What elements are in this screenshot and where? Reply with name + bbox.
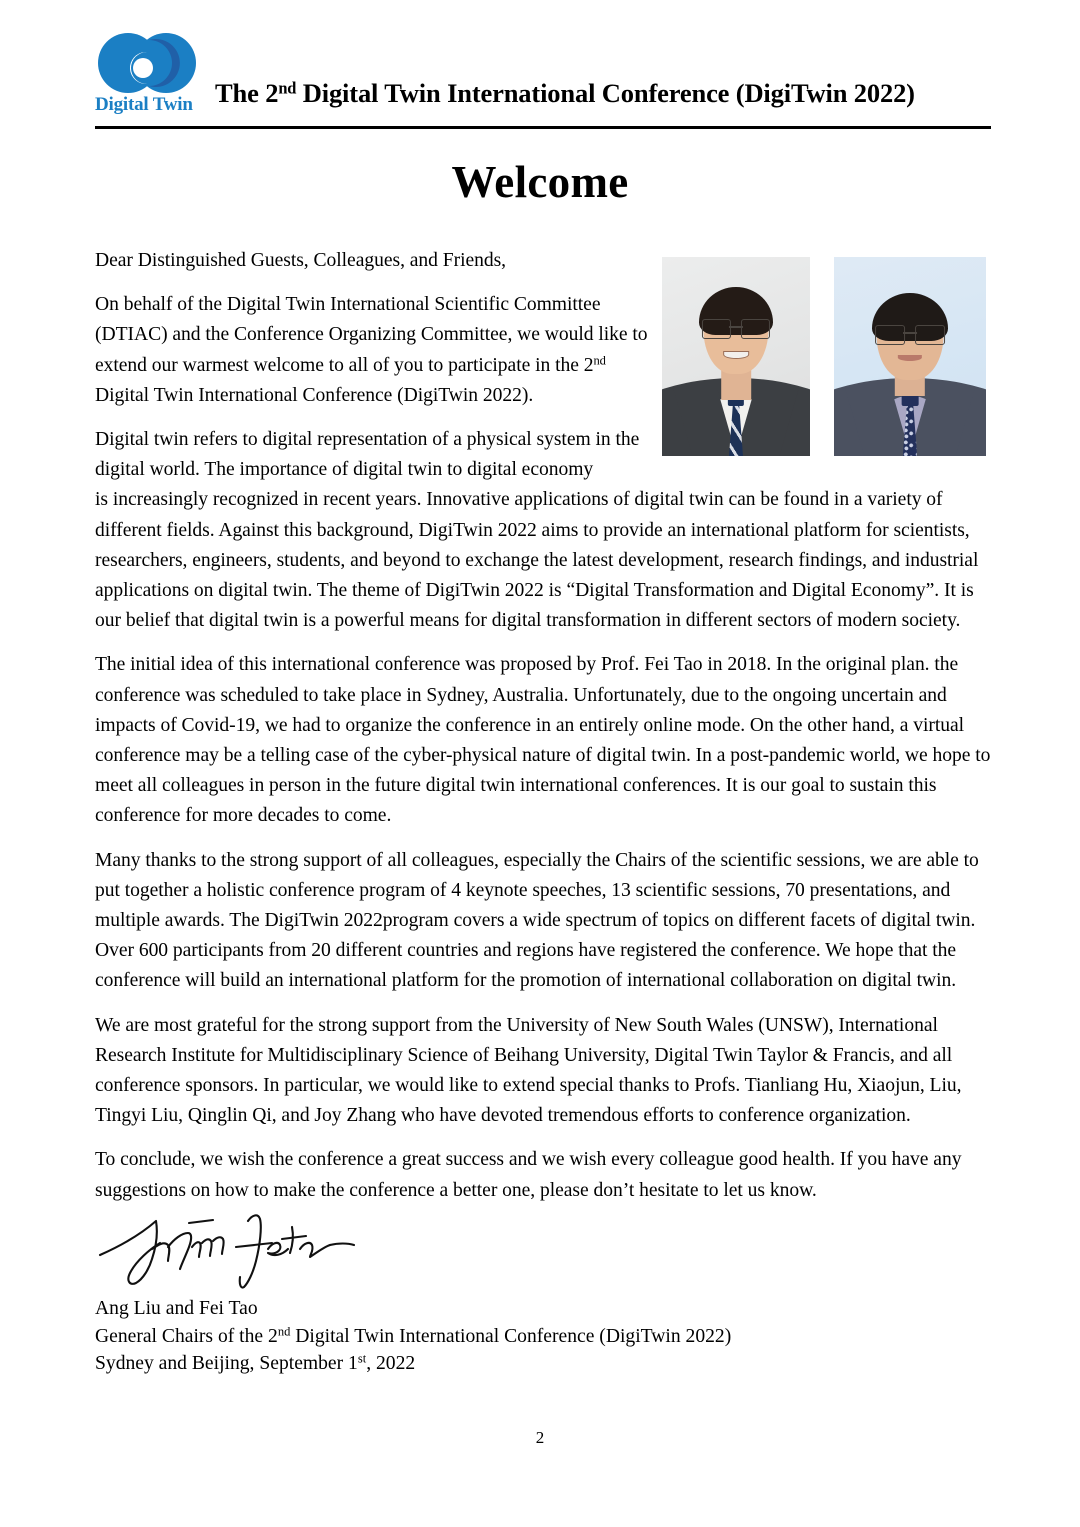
signature-ang-liu [100,1220,224,1284]
signature-fei-tao [236,1215,354,1287]
letter-paragraph-1 [95,290,655,411]
letter-paragraph-5: We are most grateful for the strong support from the University of New South Wales (UNSW), International Research Institute for Multidisciplinary Science of Beihang University, Digital Twin Taylor & Francis, and all conference sponsors. In particular, we would like to extend special thanks to Profs. Tianliang Hu, Xiaojun, Liu, Tingyi Liu, Qinglin Qi, and Joy Zhang who have devoted tremendous efforts to conference organization. [95,1014,962,1127]
conference-title-rest: Digital Twin International Conference (DigiTwin 2022) [296,78,915,108]
letter-paragraph-3: The initial idea of this international conference was proposed by Prof. Fei Tao in 2018. In the original plan. the conference was scheduled to take place in Sydney, Australia. Unfortunately, due to the ongoing uncertain and impacts of Covid-19, we had to organize the conference in an entirely online mode. On the other hand, a virtual conference may be a telling case of the cyber-physical nature of digital twin. In a post-pandemic world, we hope to meet all colleagues in person in the future digital twin international conferences. It is our goal to sustain this conference for more decades to come. [95,654,991,827]
letter-salutation: Dear Distinguished Guests, Colleagues, and Friends, [95,250,507,271]
letter-paragraph-6: To conclude, we wish the conference a great success and we wish every colleague good health. If you have any suggestions on how to make the conference a better one, please don’t hesitate to let us know. [95,1149,962,1201]
paragraph-1-ordinal: nd [593,353,606,368]
signoff-role-ordinal: nd [277,1324,291,1339]
signoff-role [95,1323,895,1351]
page-number: 2 [535,1428,545,1447]
signoff-block [95,1295,895,1378]
conference-title-ordinal: nd [278,78,297,98]
signoff-place-rest: , 2022 [366,1353,416,1374]
letter-paragraph-2-continued: is increasingly recognized in recent years. Innovative applications of digital twin can be found in a variety of different fields. Against this background, DigiTwin 2022 aims to provide an international platform for scientists, researchers, engineers, students, and beyond to exchange the latest development, research findings, and industrial applications on digital twin. The theme of DigiTwin 2022 is “Digital Transformation and Digital Economy”. It is our belief that digital twin is a powerful means for digital transformation in different sectors of modern society. [95,489,979,632]
page-header [95,22,990,130]
digital-twin-logo [95,32,213,130]
letter-paragraph-2-wrapped: Digital twin refers to digital representation of a physical system in the digital world. The importance of digital twin to digital economy [95,429,640,481]
page-title: Welcome [451,157,629,207]
paragraph-1-part-b: Digital Twin International Conference (DigiTwin 2022). [95,384,534,406]
letter-paragraph-4: Many thanks to the strong support of all colleagues, especially the Chairs of the scientific sessions, we are able to put together a holistic conference program of 4 keynote speeches, 13 scientific sessions, 70 presentations, and multiple awards. The DigiTwin 2022program covers a wide spectrum of topics on different facets of digital twin. Over 600 participants from 20 different countries and regions have registered the conference. We hope that the conference will build an international platform for the promotion of international collaboration on digital twin. [95,849,979,992]
header-divider-rule [95,126,991,129]
signoff-role-rest: Digital Twin International Conference (DigiTwin 2022) [290,1325,732,1347]
signoff-place-date [95,1350,895,1378]
signature-block [96,1203,416,1291]
logo-wordmark-text: Digital Twin [95,94,193,115]
signoff-date-ordinal: st [357,1351,367,1366]
signoff-place-prefix: Sydney and Beijing, September 1 [95,1353,358,1374]
paragraph-1-part-a: On behalf of the Digital Twin International Scientific Committee (DTIAC) and the Conference Organizing Committee, we would like to extend our warmest welcome to all of you to participate in the 2 [95,294,648,376]
signoff-names: Ang Liu and Fei Tao [95,1298,258,1319]
conference-title [215,78,990,109]
letter-body [95,246,991,1220]
conference-title-prefix: The 2 [215,78,279,108]
signoff-role-prefix: General Chairs of the 2 [95,1325,278,1347]
digital-twin-logo-icon [97,32,197,94]
